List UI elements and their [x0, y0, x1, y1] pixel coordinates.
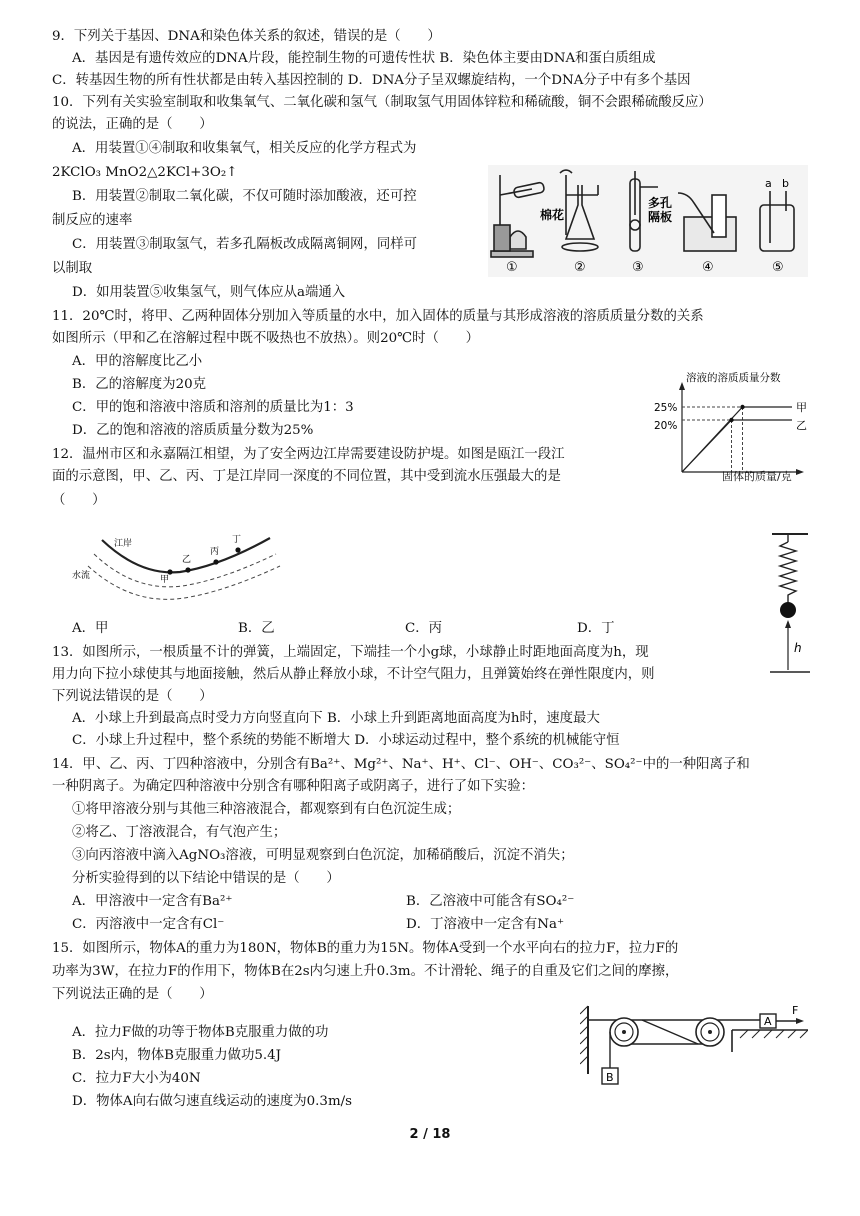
- chart-point-0: [740, 405, 744, 409]
- height-arrow-head: [785, 620, 791, 628]
- q12-option-b: B．乙: [238, 621, 275, 636]
- q15-option-a: A．拉力F做的功等于物体B克服重力做的功: [72, 1025, 329, 1040]
- label-ding: 丁: [232, 535, 242, 545]
- label-h: h: [794, 641, 802, 655]
- q14-stem-1: 14．甲、乙、丙、丁四种溶液中，分别含有Ba²⁺、Mg²⁺、Na⁺、H⁺、Cl⁻、OH⁻、CO₃²⁻、SO₄²⁻中的一种阳离子和: [52, 757, 750, 772]
- q10-option-c-1: C．用装置③制取氢气，若多孔隔板改成隔离铜网，同样可: [72, 237, 418, 252]
- q10-option-a-2: 2KClO₃ MnO2△2KCl+3O₂↑: [52, 165, 238, 180]
- q14-stem-2: 一种阴离子。为确定四种溶液中分别含有哪种阳离子或阴离子，进行了如下实验：: [52, 779, 535, 794]
- chart-series-layer: [682, 405, 792, 472]
- label-plate-1: 多孔: [648, 196, 673, 210]
- q14-experiment-2: ②将乙、丁溶液混合，有气泡产生；: [72, 825, 287, 840]
- q9-stem: 9．下列关于基因、DNA和染色体关系的叙述，错误的是（ ）: [52, 29, 441, 44]
- number-3: ③: [632, 260, 644, 275]
- number-4: ④: [702, 260, 714, 275]
- q15-option-b: B．2s内，物体B克服重力做功5.4J: [72, 1048, 282, 1063]
- q13-options-cd: C．小球上升过程中，整个系统的势能不断增大 D．小球运动过程中，整个系统的机械能守恒: [72, 733, 620, 748]
- q13-stem-2: 用力向下拉小球使其与地面接触，然后从静止释放小球，不计空气阻力，且弹簧始终在弹性限度内，则: [52, 667, 655, 682]
- q12-option-d: D．丁: [577, 621, 615, 636]
- q11-stem-1: 11．20℃时，将甲、乙两种固体分别加入等质量的水中，加入固体的质量与其形成溶液的溶质质量分数的关系: [52, 309, 704, 324]
- apparatus-figure: [488, 165, 808, 277]
- q14-option-d: D．丁溶液中一定含有Na⁺: [406, 917, 565, 932]
- q10-option-b-1: B．用装置②制取二氧化碳，不仅可随时添加酸液，还可控: [72, 189, 417, 204]
- chart-point-1: [729, 418, 733, 422]
- label-bank: 江岸: [114, 539, 133, 549]
- chart-series-label-yi: 乙: [796, 419, 807, 432]
- q12-option-c: C．丙: [405, 621, 443, 636]
- q14-option-a: A．甲溶液中一定含有Ba²⁺: [72, 894, 233, 909]
- point-ding: [235, 547, 240, 552]
- q11-option-a: A．甲的溶解度比乙小: [72, 354, 203, 369]
- q10-option-c-2: 以制取: [52, 261, 93, 276]
- q10-stem-1: 10．下列有关实验室制取和收集氧气、二氧化碳和氢气（制取氢气用固体锌粒和稀硫酸，铜不会跟稀硫酸反应）: [52, 95, 712, 110]
- fixed-pulley: [610, 1018, 638, 1046]
- q14-option-c: C．丙溶液中一定含有Cl⁻: [72, 917, 225, 932]
- force-arrow-head: [796, 1018, 804, 1024]
- q12-option-a: A．甲: [72, 621, 109, 636]
- label-yi: 乙: [182, 555, 192, 565]
- number-5: ⑤: [772, 260, 784, 275]
- q13-options-ab: A．小球上升到最高点时受力方向竖直向下 B．小球上升到距离地面高度为h时，速度最大: [72, 711, 600, 726]
- label-a: A: [764, 1015, 772, 1028]
- point-jia: [167, 569, 172, 574]
- q14-option-b: B．乙溶液中可能含有SO₄²⁻: [406, 894, 575, 909]
- q15-option-c: C．拉力F大小为40N: [72, 1071, 201, 1086]
- pulley-figure: [580, 1002, 808, 1092]
- chart-series-line-1: [682, 420, 792, 472]
- chart-y-label: 溶液的溶质质量分数: [686, 372, 781, 384]
- label-bing: 丙: [210, 547, 220, 557]
- label-cotton: 棉花: [540, 208, 565, 222]
- point-bing: [213, 559, 218, 564]
- label-b: b: [782, 177, 789, 190]
- river-figure: [70, 526, 290, 602]
- spring-figure: [766, 530, 814, 680]
- label-jia: 甲: [160, 575, 170, 585]
- q10-option-a-1: A．用装置①④制取和收集氧气，相关反应的化学方程式为: [72, 141, 417, 156]
- label-plate-2: 隔板: [648, 210, 673, 224]
- q10-option-d: D．如用装置⑤收集氢气，则气体应从a端通入: [72, 285, 346, 300]
- number-2: ②: [574, 260, 586, 275]
- q9-options-ab: A．基因是有遗传效应的DNA片段，能控制生物的可遗传性状 B．染色体主要由DNA和蛋白质组成: [72, 51, 656, 66]
- q9-options-cd: C．转基因生物的所有性状都是由转入基因控制的 D．DNA分子呈双螺旋结构，一个DNA分子中有多个基因: [52, 73, 691, 88]
- point-yi: [185, 567, 190, 572]
- rope-cross: [642, 1020, 698, 1044]
- q12-stem-3: （ ）: [52, 493, 106, 508]
- chart-x-arrow: [796, 469, 804, 475]
- q10-stem-2: 的说法，正确的是（ ）: [52, 117, 213, 132]
- q15-stem-3: 下列说法正确的是（ ）: [52, 987, 213, 1002]
- label-f: F: [792, 1004, 799, 1017]
- chart-y-tick-25: 25%: [654, 402, 678, 414]
- chart-y-tick-20: 20%: [654, 420, 678, 432]
- wall-hatching: [580, 1006, 588, 1064]
- q11-option-d: D．乙的饱和溶液的溶质质量分数为25%: [72, 423, 314, 438]
- q11-option-c: C．甲的饱和溶液中溶质和溶剂的质量比为1：3: [72, 400, 354, 415]
- movable-pulley: [696, 1018, 724, 1046]
- q14-experiment-3: ③向丙溶液中滴入AgNO₃溶液，可明显观察到白色沉淀，加稀硝酸后，沉淀不消失；: [72, 848, 574, 863]
- label-flow: 水流: [72, 571, 91, 581]
- q14-experiment-1: ①将甲溶液分别与其他三种溶液混合，都观察到有白色沉淀生成；: [72, 802, 461, 817]
- chart-y-arrow: [679, 382, 685, 390]
- q12-stem-2: 面的示意图，甲、乙、丙、丁是江岸同一深度的不同位置，其中受到流水压强最大的是: [52, 469, 561, 484]
- ball: [780, 602, 796, 618]
- q11-stem-2: 如图所示（甲和乙在溶解过程中既不吸热也不放热）。则20℃时（ ）: [52, 331, 480, 346]
- q15-option-d: D．物体A向右做匀速直线运动的速度为0.3m/s: [72, 1094, 353, 1109]
- q12-stem-1: 12．温州市区和永嘉隔江相望，为了安全两边江岸需要建设防护堤。如图是瓯江一段江: [52, 447, 565, 462]
- q11-option-b: B．乙的溶解度为20克: [72, 377, 207, 392]
- table-hatching: [740, 1030, 808, 1038]
- q15-stem-2: 功率为3W，在拉力F的作用下，物体B在2s内匀速上升0.3m。不计滑轮、绳子的自重及它们之间的摩擦，: [52, 964, 679, 979]
- page-number: 2 / 18: [409, 1127, 451, 1142]
- chart-series-line-0: [682, 407, 792, 472]
- label-a: a: [765, 177, 772, 190]
- q13-stem-1: 13．如图所示，一根质量不计的弹簧，上端固定，下端挂一个小g球，小球静止时距地面高度为h，现: [52, 645, 649, 660]
- number-1: ①: [506, 260, 518, 275]
- q10-option-b-2: 制反应的速率: [52, 213, 133, 228]
- chart-x-label: 固体的质量/克: [722, 470, 792, 483]
- chart-series-label-jia: 甲: [796, 401, 807, 414]
- q15-stem-1: 15．如图所示，物体A的重力为180N，物体B的重力为15N。物体A受到一个水平向右的拉力F，拉力F的: [52, 941, 679, 956]
- label-b: B: [606, 1071, 614, 1084]
- q14-conclusion: 分析实验得到的以下结论中错误的是（ ）: [72, 871, 340, 886]
- spring-coil: [780, 542, 796, 607]
- q13-stem-3: 下列说法错误的是（ ）: [52, 689, 213, 704]
